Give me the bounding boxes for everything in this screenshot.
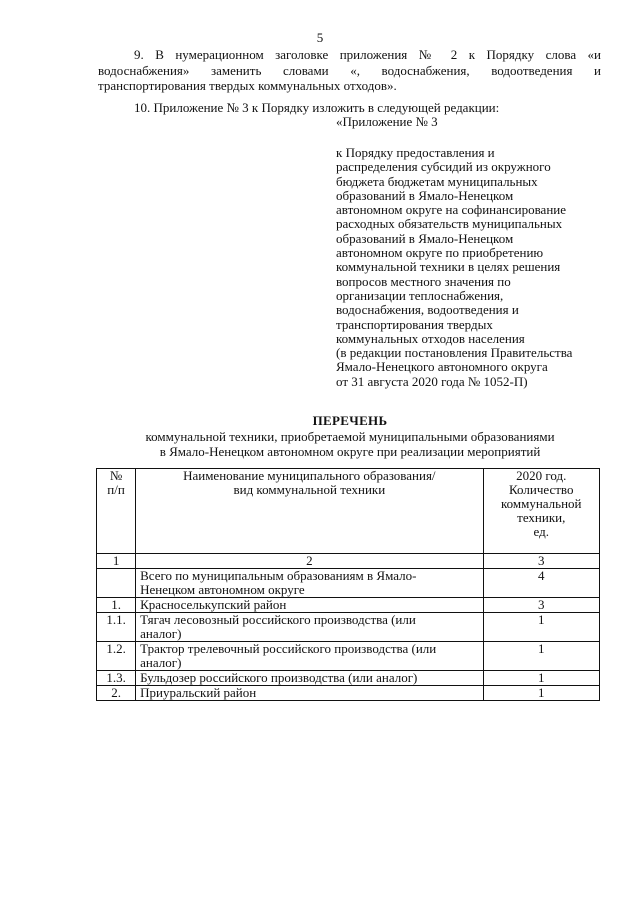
column-number: 3 (483, 554, 599, 569)
annex-line: вопросов местного значения по (336, 273, 511, 289)
row-quantity: 3 (483, 598, 599, 613)
row-number: 1. (97, 598, 136, 613)
list-subtitle-line-2: в Ямало-Ненецком автономном округе при реализации мероприятий (159, 444, 541, 459)
row-name: Трактор трелевочный российского производства (или аналог) (136, 642, 483, 671)
equipment-table (96, 468, 600, 701)
row-name: Всего по муниципальным образованиям в Ямало- Ненецком автономном округе (136, 569, 483, 598)
row-name: Тягач лесовозный российского производства (или аналог) (136, 613, 483, 642)
annex-line: автономном округе по приобретению (336, 245, 544, 261)
annex-line: к Порядку предоставления и (336, 145, 495, 160)
table-row (97, 671, 600, 686)
annex-line: Ямало-Ненецкого автономного округа (336, 359, 548, 375)
row-number: 2. (97, 686, 136, 701)
row-quantity: 1 (483, 671, 599, 686)
annex-line: организации теплоснабжения, (336, 287, 504, 303)
annex-line: водоснабжения, водоотведения и (336, 302, 519, 318)
row-number: 1.2. (97, 642, 136, 671)
column-number: 2 (136, 554, 483, 569)
annex-line: распределения субсидий из окружного (336, 159, 551, 175)
row-number: 1.1. (97, 613, 136, 642)
annex-line: коммунальной техники в целях решения (336, 259, 561, 275)
annex-line: расходных обязательств муниципальных (336, 216, 563, 232)
row-number: 1.3. (97, 671, 136, 686)
table-row (97, 598, 600, 613)
row-name: Красноселькупский район (136, 598, 483, 613)
header-quantity-cell: 2020 год. Количество коммунальной техники, ед. (483, 469, 599, 554)
row-quantity: 1 (483, 642, 599, 671)
annex-line: от 31 августа 2020 года № 1052-П) (336, 373, 528, 389)
annex-line: образований в Ямало-Ненецком (336, 230, 514, 246)
table-header-row (97, 469, 600, 554)
row-quantity: 4 (483, 569, 599, 598)
annex-reference-block (336, 146, 606, 389)
table-row (97, 613, 600, 642)
paragraph-9: 9. В нумерационном заголовке приложения № 2 к Порядку слова «и водоснабжения» заменить словами «, водоснабжения, водоотведения и транспортирования твердых коммунальных отходов». (98, 47, 601, 93)
table-row (97, 686, 600, 701)
header-number-cell: № п/п (97, 469, 136, 554)
annex-line: автономном округе на софинансирование (336, 202, 567, 218)
annex-line: (в редакции постановления Правительства (336, 345, 573, 361)
column-number: 1 (97, 554, 136, 569)
row-quantity: 1 (483, 613, 599, 642)
list-subtitle-line-1: коммунальной техники, приобретаемой муниципальными образованиями (145, 429, 555, 444)
table-row (97, 642, 600, 671)
paragraph-10: 10. Приложение № 3 к Порядку изложить в следующей редакции: (134, 100, 500, 115)
row-name: Приуральский район (136, 686, 483, 701)
annex-line: образований в Ямало-Ненецком (336, 187, 514, 203)
annex-line: транспортирования твердых (336, 316, 493, 332)
annex-title: «Приложение № 3 (336, 114, 438, 129)
list-subtitle (0, 429, 640, 459)
column-number-row (97, 554, 600, 569)
header-name-cell: Наименование муниципального образования/ вид коммунальной техники (136, 469, 483, 554)
page-number: 5 (316, 30, 324, 45)
annex-line: бюджета бюджетам муниципальных (336, 173, 538, 189)
row-name: Бульдозер российского производства (или аналог) (136, 671, 483, 686)
row-quantity: 1 (483, 686, 599, 701)
table-row (97, 569, 600, 598)
list-title: ПЕРЕЧЕНЬ (312, 413, 388, 428)
row-number (97, 569, 136, 598)
annex-line: коммунальных отходов населения (336, 330, 525, 346)
